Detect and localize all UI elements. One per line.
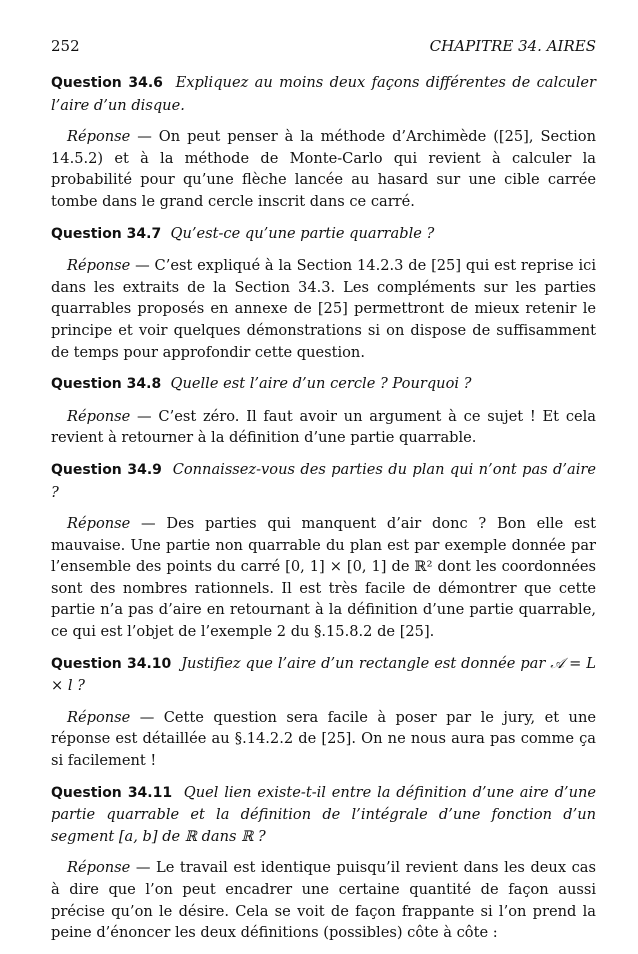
answer-text: — C’est zéro. Il faut avoir un argument à ce sujet ! Et cela revient à retourner à la définition d’une partie quarrable. <box>51 407 596 447</box>
question-text: Qu’est-ce qu’une partie quarrable ? <box>170 224 435 242</box>
question-text: Quelle est l’aire d’un cercle ? Pourquoi ? <box>170 375 472 393</box>
answer-text: — Des parties qui manquent d’air donc ? Bon elle est mauvaise. Une partie non quarrable du plan est par exemple donnée par l’ensemble des points du carré [0, 1] × [0, 1] de ℝ² dont les coordonnées sont des nombres rationnels. Il est très facile de démontrer que cette partie n’a pas d’aire en retournant à la définition d’une partie quarrable, ce qui est l’objet de l’exemple 2 du §.15.8.2 de [25]. <box>51 515 596 641</box>
answer-label: Réponse <box>67 515 131 533</box>
answer-label: Réponse <box>67 128 131 146</box>
answer-text: — On peut penser à la méthode d’Archimède ([25], Section 14.5.2) et à la méthode de Monte-Carlo qui revient à calculer la probabilité pour qu’une flèche lancée au hasard sur une cible carrée tombe dans le grand cercle inscrit dans ce carré. <box>51 128 596 210</box>
answer <box>51 255 596 363</box>
answer-text: — Le travail est identique puisqu’il revient dans les deux cas à dire que l’on peut encadrer une certaine quantité de façon aussi précise qu’on le désire. Cela se voit de façon frappante si l’on prend la peine d’énoncer les deux définitions (possibles) côte à côte : <box>51 859 596 942</box>
question-title: Question 34.10 <box>51 655 172 672</box>
question <box>51 653 596 697</box>
question <box>51 223 596 246</box>
answer <box>51 406 596 449</box>
qa-item-34-9 <box>51 459 596 643</box>
answer <box>51 857 596 943</box>
question-text: Justifiez que l’aire d’un rectangle est donnée par 𝒜 = L × l ? <box>51 654 596 695</box>
qa-list <box>51 72 596 944</box>
question-text: Connaissez-vous des parties du plan qui n’ont pas d’aire ? <box>51 460 596 501</box>
answer-label: Réponse <box>67 708 131 726</box>
question-text: Quel lien existe-t-il entre la définition d’une aire d’une partie quarrable et la définition de l’intégrale d’une fonction d’un segment [a, b] de ℝ dans ℝ ? <box>51 783 596 845</box>
question <box>51 72 596 116</box>
answer-label: Réponse <box>67 407 131 425</box>
question-title: Question 34.11 <box>51 784 173 801</box>
running-header <box>51 36 596 56</box>
qa-item-34-8 <box>51 373 596 449</box>
answer <box>51 126 596 212</box>
qa-item-34-10 <box>51 653 596 772</box>
chapter-title: CHAPITRE 34. AIRES <box>429 37 596 55</box>
question <box>51 373 596 396</box>
question-title: Question 34.9 <box>51 461 162 478</box>
question-title: Question 34.7 <box>51 225 162 242</box>
answer <box>51 513 596 643</box>
question-text: Expliquez au moins deux façons différentes de calculer l’aire d’un disque. <box>51 74 596 114</box>
answer-text: — Cette question sera facile à poser par le jury, et une réponse est détaillée au §.14.2.2 de [25]. On ne nous aura pas comme ça si facilement ! <box>51 708 596 770</box>
answer-text: — C’est expliqué à la Section 14.2.3 de [25] qui est reprise ici dans les extraits de la Section 34.3. Les compléments sur les parties quarrables proposés en annexe de [25] permettront de mieux retenir le principe et voir quelques démonstrations si on dispose de suffisamment de temps pour approfondir cette question. <box>51 257 596 361</box>
qa-item-34-7 <box>51 223 596 364</box>
answer-label: Réponse <box>67 257 131 275</box>
qa-item-34-11 <box>51 782 596 944</box>
qa-item-34-6 <box>51 72 596 213</box>
page-number: 252 <box>51 37 80 55</box>
answer <box>51 707 596 772</box>
question-title: Question 34.6 <box>51 75 163 91</box>
question-title: Question 34.8 <box>51 376 162 393</box>
answer-label: Réponse <box>67 859 131 877</box>
question <box>51 459 596 503</box>
question <box>51 782 596 848</box>
page <box>51 36 596 954</box>
